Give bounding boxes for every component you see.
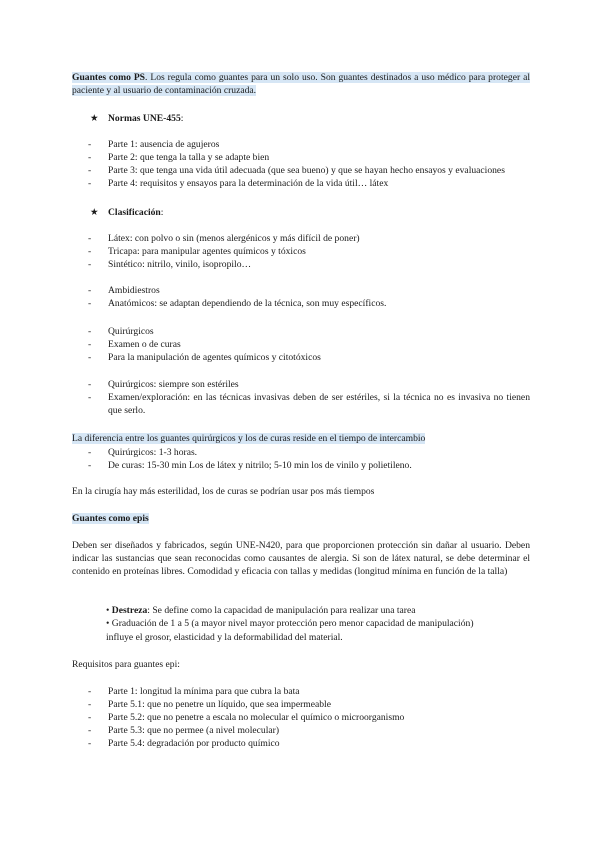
star-icon: ★ [90, 113, 99, 124]
star-icon: ★ [90, 207, 99, 218]
clasificacion-title: Clasificación [108, 207, 161, 218]
list-item: - Parte 5.3: que no permee (a nivel molecular) [88, 725, 280, 736]
normas-title: Normas UNE-455 [108, 113, 181, 124]
list-item: - Parte 3: que tenga una vida útil adecuada (que sea bueno) y que se hayan hecho ensayos y evaluaciones [88, 165, 505, 176]
list-item: - Parte 1: longitud la mínima para que cubra la bata [88, 686, 300, 697]
list-item: - Anatómicos: se adaptan dependiendo de la técnica, son muy específicos. [88, 298, 387, 309]
epis-heading [72, 512, 530, 525]
list-item: - Ambidiestros [88, 285, 160, 296]
list-item: - Parte 5.2: que no penetre a escala no molecular el químico o microorganismo [88, 712, 405, 723]
epis-title: Guantes como epis [72, 513, 149, 524]
normas-list [88, 138, 530, 190]
destreza-line: • Destreza: Se define como la capacidad de manipulación para realizar una tarea [106, 605, 416, 616]
list-item: - Tricapa: para manipular agentes químicos y tóxicos [88, 246, 306, 257]
list-item: - Parte 4: requisitos y ensayos para la determinación de la vida útil… látex [88, 178, 389, 189]
requisitos-list [88, 685, 530, 750]
list-item: - Látex: con polvo o sin (menos alergénicos y más difícil de poner) [88, 233, 360, 244]
normas-heading: ★ Normas UNE-455: [90, 113, 184, 124]
requisitos-title: Requisitos para guantes epi: [72, 659, 180, 670]
bullet-icon: • [106, 605, 110, 616]
influye-line: influye el grosor, elasticidad y la deformabilidad del material. [106, 632, 343, 643]
list-item: - Examen/exploración: en las técnicas invasivas deben de ser estériles, si la técnica no es invasiva no tienen que serlo. [88, 392, 530, 416]
intro-bold: Guantes como PS [72, 72, 146, 83]
list-item: - De curas: 15-30 min Los de látex y nitrilo; 5-10 min los de vinilo y polietileno. [88, 460, 412, 471]
clasificacion-list-d [88, 378, 530, 417]
list-item: - Quirúrgicos [88, 326, 154, 337]
list-item: - Parte 5.1: que no penetre un líquido, que sea impermeable [88, 699, 331, 710]
list-item: - Parte 1: ausencia de agujeros [88, 139, 220, 150]
diferencia-paragraph: La diferencia entre los guantes quirúrgicos y los de curas reside en el tiempo de intercambio [72, 433, 426, 444]
list-item: - Para la manipulación de agentes químicos y citotóxicos [88, 352, 321, 363]
bullet-icon: • [106, 618, 110, 629]
intro-paragraph [72, 71, 530, 97]
destreza-label: Destreza [111, 605, 148, 616]
list-item: - Sintético: nitrilo, vinilo, isopropilo… [88, 259, 252, 270]
clasificacion-heading: ★ Clasificación: [90, 207, 164, 218]
clasificacion-list-b [88, 284, 530, 310]
list-item: - Parte 5.4: degradación por producto químico [88, 738, 280, 749]
list-item: - Quirúrgicos: 1-3 horas. [88, 447, 198, 458]
list-item: - Parte 2: que tenga la talla y se adapte bien [88, 152, 270, 163]
clasificacion-list-a [88, 232, 530, 271]
epis-paragraph: Deben ser diseñados y fabricados, según UNE-N420, para que proporcionen protección sin dañar al usuario. Deben indicar las sustancias que sean reconocidas como causantes de alergia. Si son de látex natural, se debe determinar el contenido en proteínas libres. Comodidad y eficacia con tallas y medidas (longitud mínima en función de la talla) [72, 540, 530, 577]
diferencia-list [88, 446, 530, 472]
graduacion-line: • Graduación de 1 a 5 (a mayor nivel mayor protección pero menor capacidad de manipulación) [106, 618, 474, 629]
list-item: - Examen o de curas [88, 339, 181, 350]
cirugia-paragraph: En la cirugía hay más esterilidad, los de curas se podrían usar pos más tiempos [72, 486, 375, 497]
list-item: - Quirúrgicos: siempre son estériles [88, 379, 239, 390]
clasificacion-list-c [88, 325, 530, 364]
intro-text: . Los regula como guantes para un solo uso. Son guantes destinados a uso médico para proteger al paciente y al usuario de contaminación cruzada. [72, 72, 531, 96]
